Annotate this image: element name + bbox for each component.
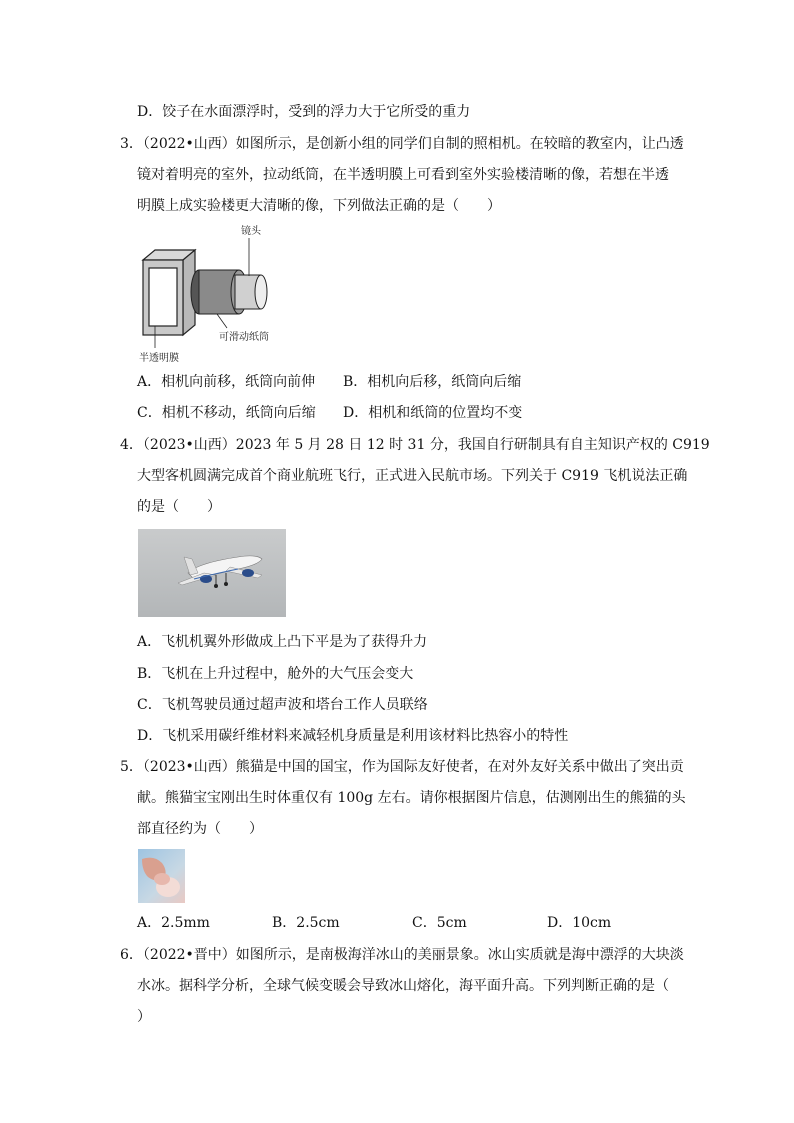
- q5-text-line-1: 5．（2023•山西）熊猫是中国的国宝，作为国际友好使者，在对外友好关系中做出了突出贡: [120, 759, 684, 775]
- q4-text-line-2: 大型客机圆满完成首个商业航班飞行，正式进入民航市场。下列关于 C919 飞机说法正确: [137, 468, 688, 484]
- q5-option-a: A．2.5mm: [137, 915, 210, 931]
- q6-text-line-1: 6．（2022•晋中）如图所示，是南极海洋冰山的美丽景象。冰山实质就是海中漂浮的大块淡: [120, 947, 684, 963]
- q4-text-line-3: 的是（ ）: [137, 499, 221, 515]
- q3-option-d: D．相机和纸筒的位置均不变: [343, 405, 523, 421]
- q3-text-line-2: 镜对着明亮的室外，拉动纸筒，在半透明膜上可看到室外实验楼清晰的像，若想在半透: [137, 167, 669, 183]
- q4-option-d: D．飞机采用碳纤维材料来减轻机身质量是利用该材料比热容小的特性: [137, 728, 569, 744]
- q5-text-line-2: 献。熊猫宝宝刚出生时体重仅有 100g 左右。请你根据图片信息，估测刚出生的熊猫的头: [137, 790, 686, 806]
- panda-image: [138, 849, 185, 903]
- label-sliding-tube: 可滑动纸筒: [219, 332, 269, 343]
- q2-option-d: D．饺子在水面漂浮时，受到的浮力大于它所受的重力: [137, 104, 471, 120]
- label-translucent-film: 半透明膜: [139, 353, 179, 364]
- label-lens: 镜头: [241, 226, 261, 237]
- q5-option-c: C．5cm: [412, 915, 467, 931]
- q3-option-a: A．相机向前移，纸筒向前伸: [137, 374, 316, 390]
- airplane-image: [138, 529, 286, 617]
- panda-cub-photo: [138, 849, 185, 903]
- c919-aircraft-photo: [138, 529, 286, 617]
- q3-text-line-3: 明膜上成实验楼更大清晰的像，下列做法正确的是（ ）: [137, 198, 501, 214]
- q4-option-a: A．飞机机翼外形做成上凸下平是为了获得升力: [137, 634, 428, 650]
- q3-text-line-1: 3．（2022•山西）如图所示，是创新小组的同学们自制的照相机。在较暗的教室内，让凸透: [120, 136, 684, 152]
- q3-camera-figure: [137, 220, 287, 365]
- q4-option-b: B．飞机在上升过程中，舱外的大气压会变大: [137, 666, 414, 682]
- q4-option-c: C．飞机驾驶员通过超声波和塔台工作人员联络: [137, 697, 428, 713]
- q4-text-line-1: 4．（2023•山西）2023 年 5 月 28 日 12 时 31 分，我国自行研制具有自主知识产权的 C919: [120, 437, 710, 453]
- q6-text-line-2: 水冰。据科学分析，全球气候变暖会导致冰山熔化，海平面升高。下列判断正确的是（: [137, 978, 669, 994]
- camera-illustration: [137, 220, 287, 365]
- q5-option-b: B．2.5cm: [272, 915, 340, 931]
- q5-option-d: D．10cm: [547, 915, 612, 931]
- q6-text-line-3: ）: [137, 1009, 151, 1025]
- q5-text-line-3: 部直径约为（ ）: [137, 821, 263, 837]
- q3-option-c: C．相机不移动，纸筒向后缩: [137, 405, 316, 421]
- q3-option-b: B．相机向后移，纸筒向后缩: [343, 374, 522, 390]
